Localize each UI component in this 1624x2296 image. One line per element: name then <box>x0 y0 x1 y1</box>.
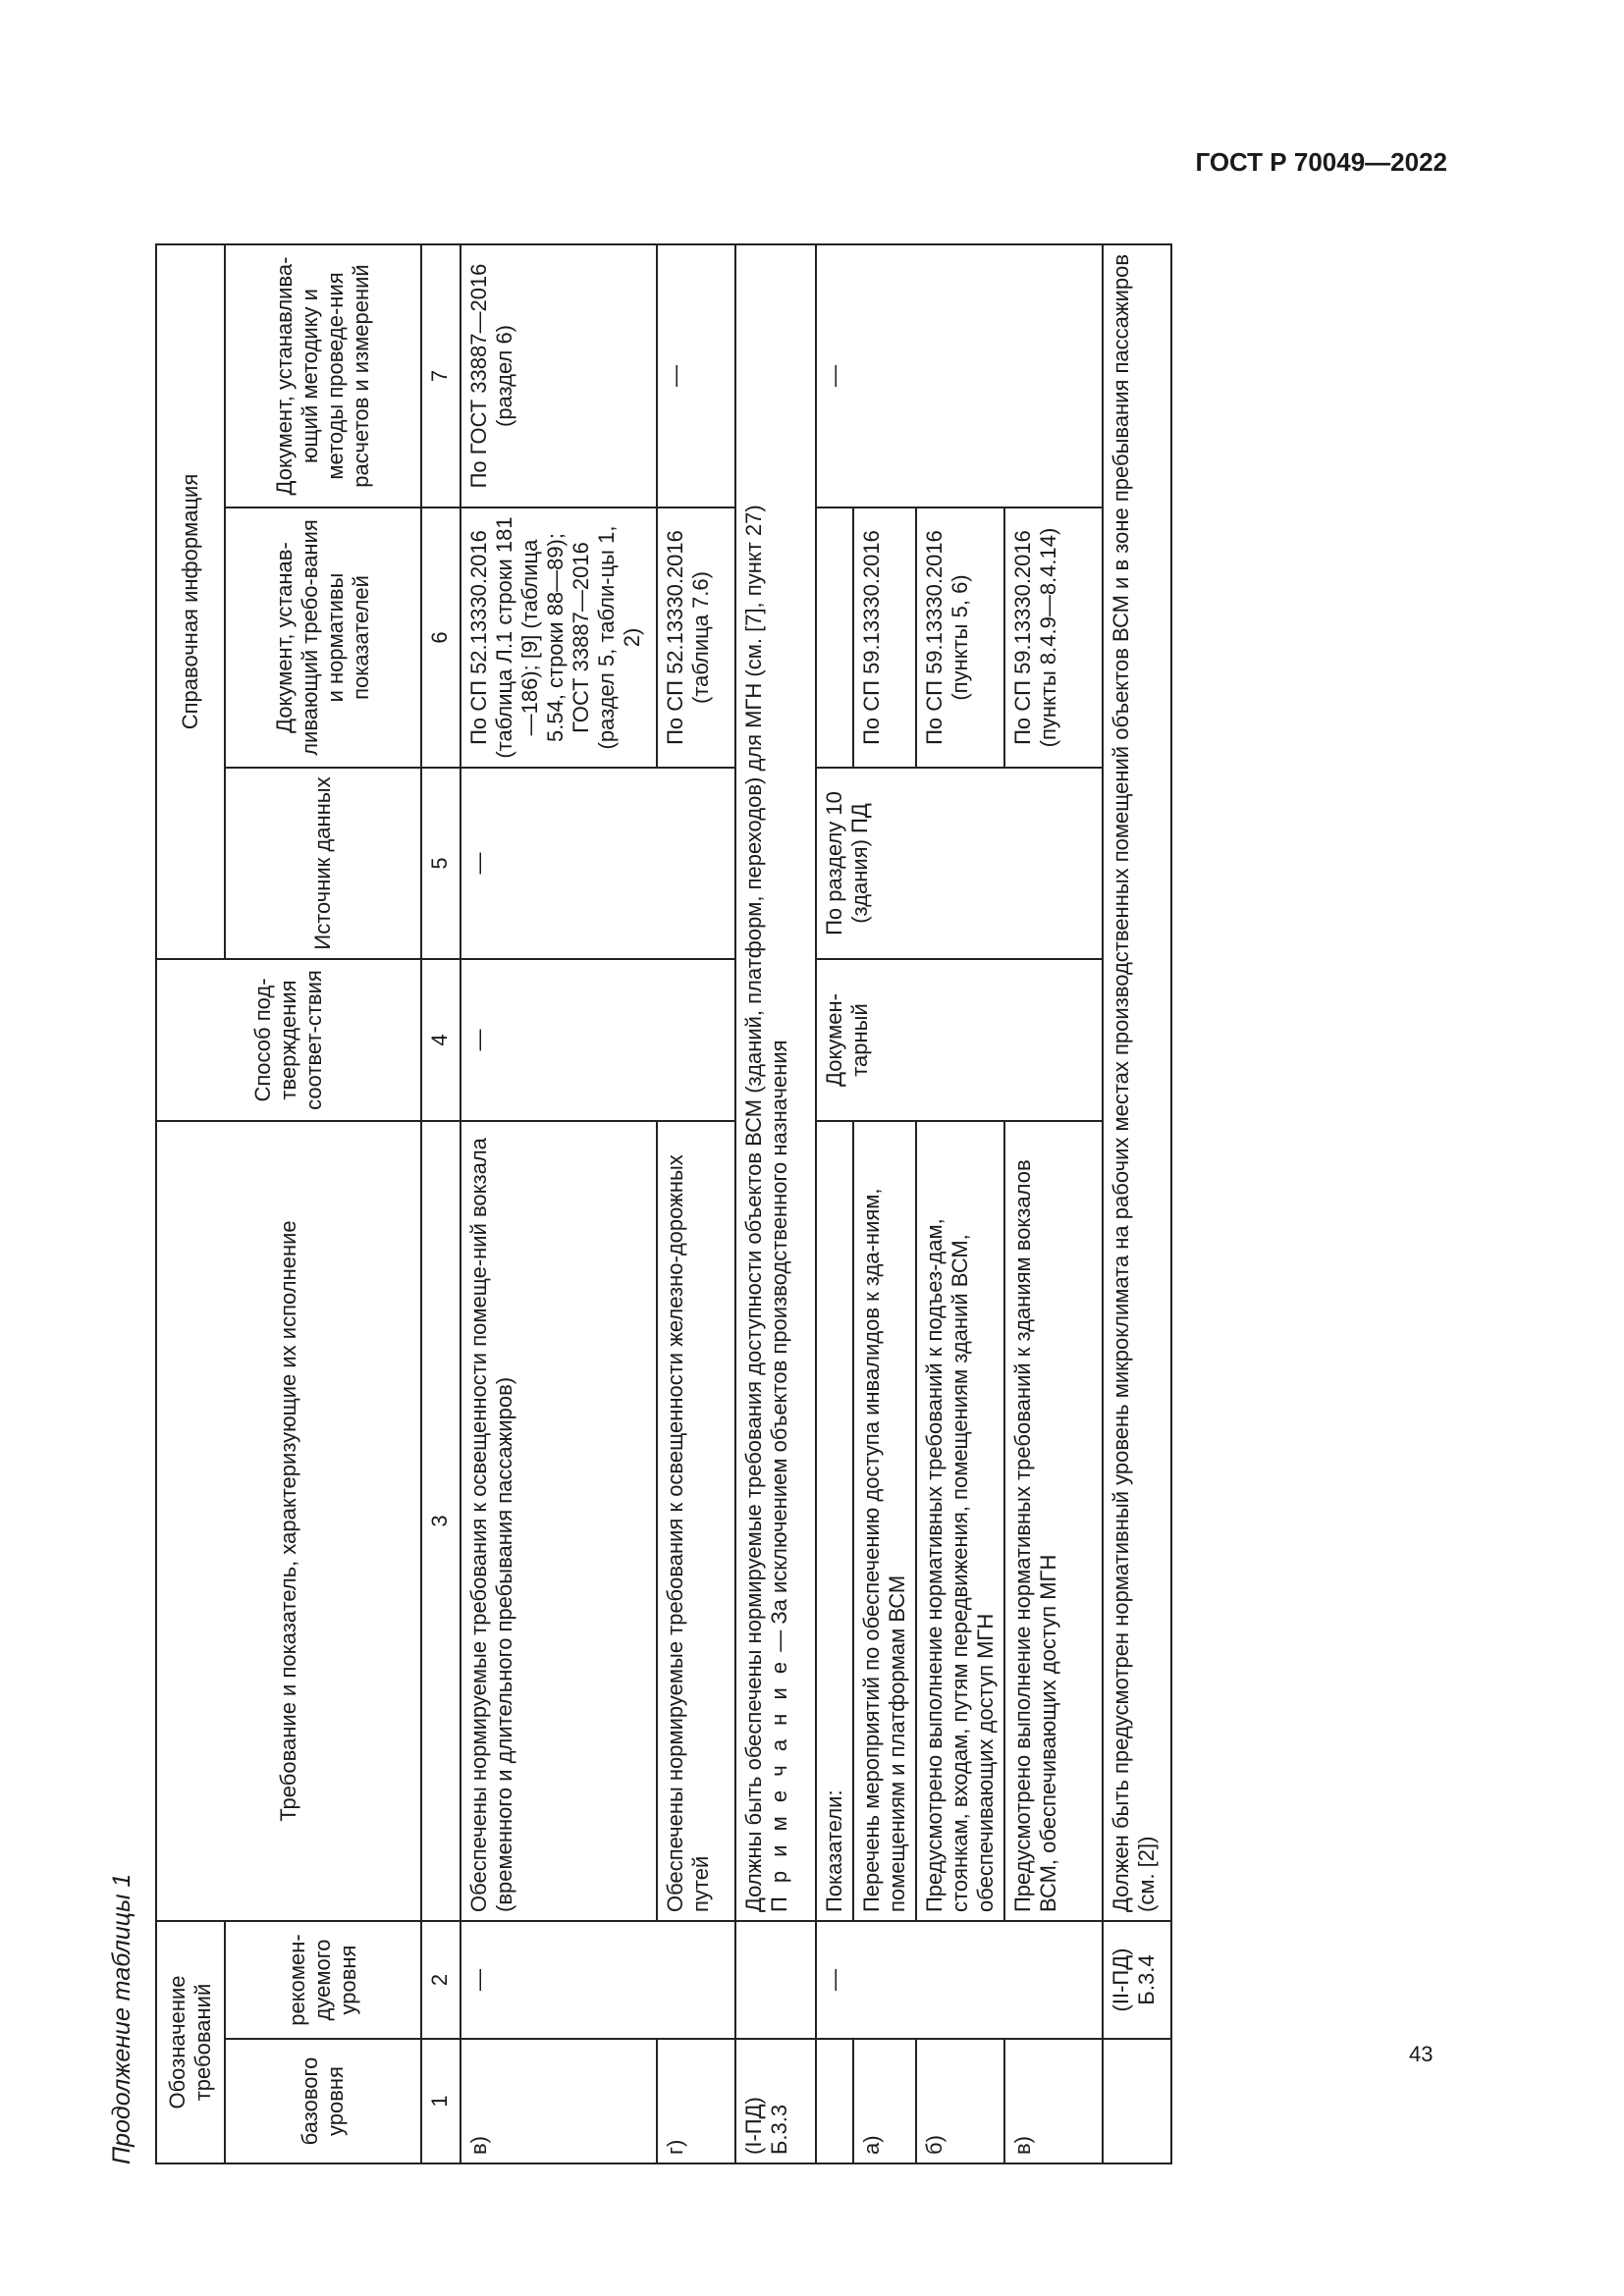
table-row <box>816 244 853 2163</box>
page-number: 43 <box>1409 2042 1434 2066</box>
header-norm-document: Документ, устанав-ливающий требо-вания и нормативы показателей <box>225 507 421 768</box>
base-level-cell <box>816 2039 853 2163</box>
requirement-cell: Обеспечены нормируемые требования к освещенности помеще-ний вокзала (временного и длительного пребывания пассажиров) <box>460 1121 657 1921</box>
requirement-text: Должны быть обеспечены нормируемые требования доступности объектов ВСМ (зданий, платформ, переходов) для МГН (см. [7], пункт 27) <box>741 505 766 1912</box>
note-text: — За исключением объектов производственного назначения <box>766 1040 791 1658</box>
header-recommended-level: рекомен-дуемого уровня <box>225 1921 421 2039</box>
confirmation-method-cell: Докумен-тарный <box>816 959 1103 1121</box>
table-row <box>657 244 735 2163</box>
table-row <box>1103 244 1171 2163</box>
column-number: 5 <box>421 768 460 959</box>
column-number: 2 <box>421 1921 460 2039</box>
requirement-fullwidth-cell <box>735 244 816 1921</box>
requirement-cell: Предусмотрено выполнение нормативных требований к подъез-дам, стоянкам, входам, путям передвижения, помещениям зданий ВСМ, обеспечивающих доступ МГН <box>916 1121 1004 1921</box>
table-row <box>735 244 816 2163</box>
requirement-cell: Перечень мероприятий по обеспечению доступа инвалидов к зда-ниям, помещениям и платформам ВСМ <box>853 1121 916 1921</box>
base-level-cell: г) <box>657 2039 735 2163</box>
norm-document-cell: По СП 59.13330.2016 (пункты 8.4.9—8.4.14) <box>1004 507 1103 768</box>
data-source-cell: По разделу 10 (здания) ПД <box>816 768 1103 959</box>
requirement-cell: Предусмотрено выполнение нормативных требований к зданиям вокзалов ВСМ, обеспечивающих доступ МГН <box>1004 1121 1103 1921</box>
recommended-level-cell: (II-ПД) Б.3.4 <box>1103 1921 1171 2039</box>
base-level-cell: б) <box>916 2039 1004 2163</box>
header-confirmation-method: Способ под-тверждения соответ-ствия <box>156 959 421 1121</box>
header-base-level: базового уровня <box>225 2039 421 2163</box>
column-number: 7 <box>421 244 460 507</box>
document-header: ГОСТ Р 70049—2022 <box>1195 147 1447 177</box>
method-document-cell: По ГОСТ 33887—2016 (раздел 6) <box>460 244 657 507</box>
requirement-cell: Обеспечены нормируемые требования к освещенности железно-дорожных путей <box>657 1121 735 1921</box>
column-number-row <box>421 244 460 2163</box>
norm-document-cell: По СП 59.13330.2016 (пункты 5, 6) <box>916 507 1004 768</box>
requirement-cell: Показатели: <box>816 1121 853 1921</box>
header-requirement: Требование и показатель, характеризующие их исполнение <box>156 1121 421 1921</box>
method-document-cell: — <box>816 244 1103 507</box>
note <box>767 253 792 1912</box>
recommended-level-cell: — <box>816 1921 1103 2039</box>
base-level-cell: а) <box>853 2039 916 2163</box>
base-level-cell: (I-ПД) Б.3.3 <box>735 2039 816 2163</box>
norm-document-cell: По СП 52.13330.2016 (таблица Л.1 строки 181—186); [9] (таблица 5.54, строки 88—89); ГОСТ 33887—2016 (раздел 5, табли-цы 1, 2) <box>460 507 657 768</box>
header-data-source: Источник данных <box>225 768 421 959</box>
confirmation-method-cell: — <box>460 959 735 1121</box>
continuation-caption: Продолжение таблицы 1 <box>108 1873 135 2164</box>
header-designation-group: Обозначение требований <box>156 1921 225 2163</box>
norm-document-cell <box>816 507 853 768</box>
table-row <box>916 244 1004 2163</box>
column-number: 3 <box>421 1121 460 1921</box>
table-row <box>853 244 916 2163</box>
method-document-cell: — <box>657 244 735 507</box>
header-method-document: Документ, устанавлива-ющий методику и методы проведе-ния расчетов и измерений <box>225 244 421 507</box>
base-level-cell: в) <box>460 2039 657 2163</box>
norm-document-cell: По СП 59.13330.2016 <box>853 507 916 768</box>
table-row <box>1004 244 1103 2163</box>
requirement-fullwidth-cell: Должен быть предусмотрен нормативный уровень микроклимата на рабочих местах производственных помещений объектов ВСМ и в зоне пребывания пассажиров (см. [2]) <box>1103 244 1171 1921</box>
data-source-cell: — <box>460 768 735 959</box>
base-level-cell <box>1103 2039 1171 2163</box>
column-number: 1 <box>421 2039 460 2163</box>
recommended-level-cell <box>735 1921 816 2039</box>
header-reference-group: Справочная информация <box>156 244 225 959</box>
note-label: П р и м е ч а н и е <box>766 1657 791 1912</box>
base-level-cell: в) <box>1004 2039 1103 2163</box>
requirements-table <box>155 243 1172 2164</box>
column-number: 6 <box>421 507 460 768</box>
recommended-level-cell: — <box>460 1921 735 2039</box>
rotated-page-content <box>108 245 1438 2164</box>
table-row <box>460 244 657 2163</box>
norm-document-cell: По СП 52.13330.2016 (таблица 7.6) <box>657 507 735 768</box>
column-number: 4 <box>421 959 460 1121</box>
